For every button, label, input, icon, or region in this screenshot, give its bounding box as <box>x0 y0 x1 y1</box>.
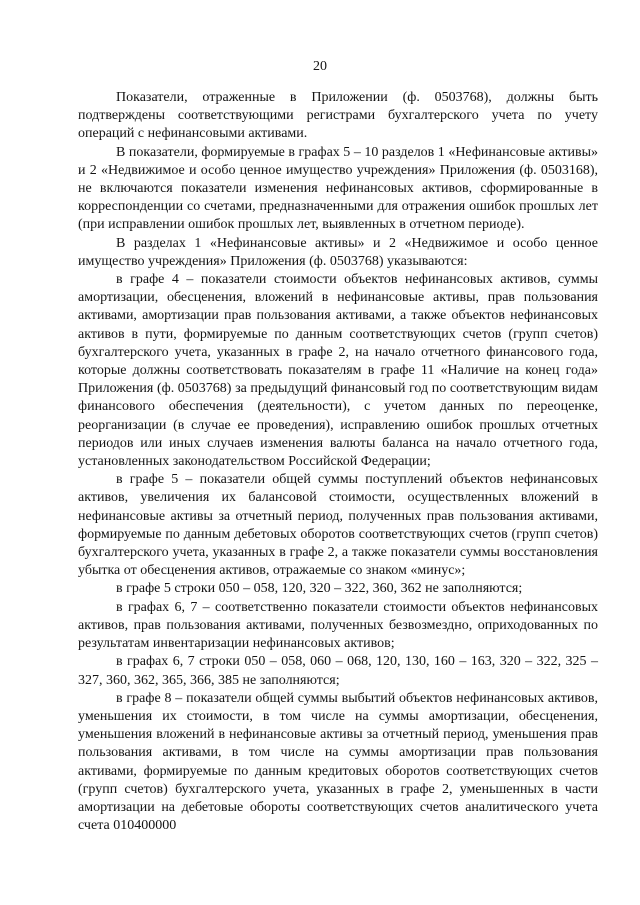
paragraph-exclusions: В показатели, формируемые в графах 5 – 10 разделов 1 «Нефинансовые активы» и 2 «Недвижимое и особо ценное имущество учреждения» Приложения (ф. 0503168), не включаются показатели изменения нефинансовых активов, сформированные в корреспонденции со счетами, предназначенными для отражения ошибок прошлых лет (при исправлении ошибок прошлых лет, выявленных в отчетном периоде). <box>78 144 598 233</box>
paragraph-sections-intro: В разделах 1 «Нефинансовые активы» и 2 «Недвижимое и особо ценное имущество учреждения» Приложения (ф. 0503768) указываются: <box>78 235 598 269</box>
paragraph-column-8: в графе 8 – показатели общей суммы выбытий объектов нефинансовых активов, уменьшения их стоимости, в том числе на суммы амортизации, обесценения, уменьшения вложений в нефинансовые активы за отчетный период, уменьшения прав пользования активами, в том числе на суммы амортизации прав пользования активами, формируемые по данным кредитовых оборотов соответствующих счетов (групп счетов) бухгалтерского учета, указанных в графе 2, уменьшенных в части амортизации на дебетовые обороты соответствующих счетов аналитического учета счета 010400000 <box>78 690 598 834</box>
paragraph-column-4: в графе 4 – показатели стоимости объектов нефинансовых активов, суммы амортизации, обесценения, вложений в нефинансовые активы, прав пользования активами, амортизации прав пользования активами, а также объектов нефинансовых активов в пути, формируемые по данным соответствующих счетов (групп счетов) бухгалтерского учета, указанных в графе 2, на начало отчетного финансового года, которые должны соответствовать показателям в графе 11 «Наличие на конец года» Приложения (ф. 0503768) за предыдущий финансовый год по соответствующим видам финансового обеспечения (деятельности), с учетом данных по переоценке, реорганизации (в случае ее проведения), исправлению ошибок прошлых отчетных периодов или иных случаев изменения валюты баланса на начало отчетного года, установленных законодательством Российской Федерации; <box>78 272 598 470</box>
paragraph-columns-6-7-rows: в графах 6, 7 строки 050 – 058, 060 – 068, 120, 130, 160 – 163, 320 – 322, 325 – 327, 360, 362, 365, 366, 385 не заполняются; <box>78 654 598 688</box>
document-body <box>78 89 598 835</box>
paragraph-column-5-rows: в графе 5 строки 050 – 058, 120, 320 – 322, 360, 362 не заполняются; <box>116 581 523 597</box>
page-number: 20 <box>313 59 327 74</box>
paragraph-column-5: в графе 5 – показатели общей суммы поступлений объектов нефинансовых активов, увеличения их балансовой стоимости, осуществленных вложений в нефинансовые активы за отчетный период, полученных прав пользования активами, формируемые по данным дебетовых оборотов соответствующих счетов (групп счетов) бухгалтерского учета, указанных в графе 2, а также показатели суммы восстановления убытка от обесценения активов, отражаемые со знаком «минус»; <box>78 472 598 579</box>
paragraph-confirmation: Показатели, отраженные в Приложении (ф. 0503768), должны быть подтверждены соответствующими регистрами бухгалтерского учета по учету операций с нефинансовыми активами. <box>78 90 598 142</box>
paragraph-columns-6-7: в графах 6, 7 – соответственно показатели стоимости объектов нефинансовых активов, прав пользования активами, полученных безвозмездно, оприходованных по результатам инвентаризации нефинансовых активов; <box>78 599 598 652</box>
